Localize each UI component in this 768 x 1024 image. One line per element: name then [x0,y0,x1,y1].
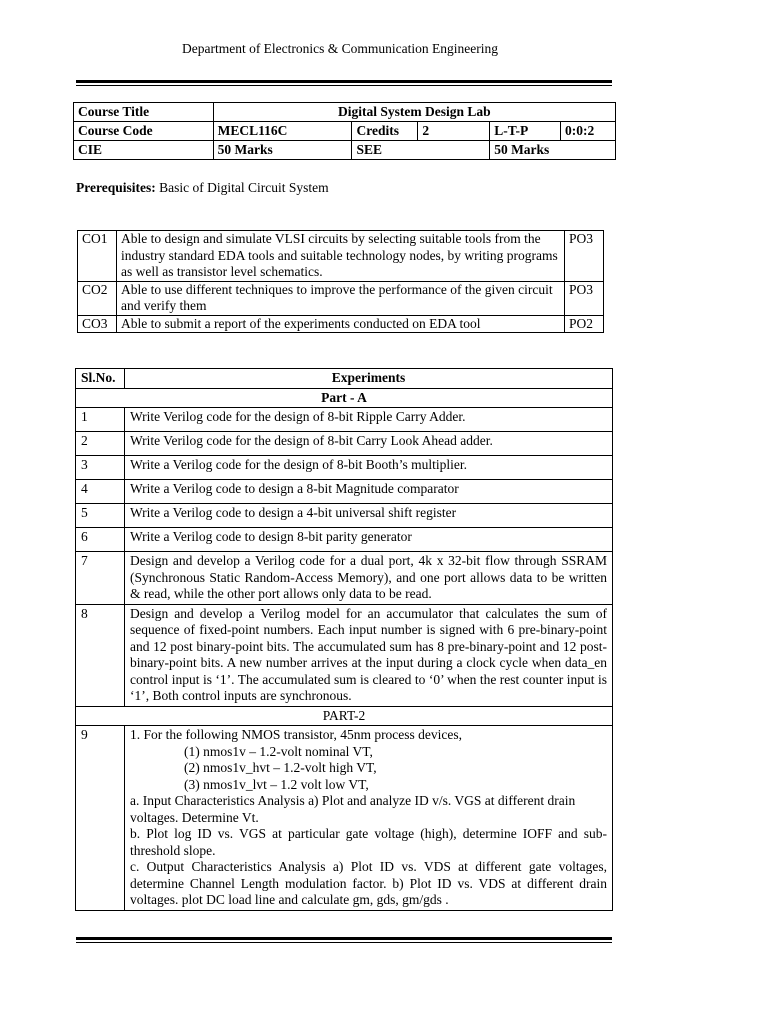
col-header-experiments: Experiments [124,369,612,389]
row-number: 4 [76,480,125,504]
row9-part-b: b. Plot log ID vs. VGS at particular gate voltage (high), determine IOFF and sub-threshold slope. [129,826,607,858]
cie-label: CIE [74,141,214,160]
department-header: Department of Electronics & Communication Engineering [181,41,499,56]
co-po: PO3 [565,231,604,282]
table-row [76,456,613,480]
row-text: Write a Verilog code to design 8-bit parity generator [124,528,612,552]
experiments-table [75,368,613,911]
ltp-label: L-T-P [490,122,561,141]
row-number: 8 [76,604,125,706]
row-number: 3 [76,456,125,480]
table-row [76,432,613,456]
credits-label: Credits [352,122,418,141]
table-row [76,408,613,432]
row-text [124,726,612,911]
table-row [76,504,613,528]
course-info-table [73,102,616,160]
row-text: Write a Verilog code to design a 4-bit universal shift register [124,504,612,528]
course-code-value: MECL116C [213,122,352,141]
co-row [78,315,604,333]
row-number: 9 [76,726,125,911]
bottom-divider [76,937,612,943]
course-outcomes-table [77,230,604,333]
co-id: CO1 [78,231,117,282]
prerequisites [76,180,329,196]
row-text: Design and develop a Verilog model for an accumulator that calculates the sum of sequence of fixed-point numbers. Each input number is signed with 6 pre-binary-point and 12 post binary-point bits. The accumulated sum has 8 pre-binary-point and 12 post-binary-point bits. A new number arrives at the input during a clock cycle when data_en control input is ‘1’. The accumulated sum is cleared to ‘0’ when the rest counter input is ‘1’, Both control inputs are synchronous. [124,604,612,706]
ltp-value: 0:0:2 [561,122,616,141]
co-text: Able to use different techniques to improve the performance of the given circuit and verify them [116,281,564,315]
course-title-value: Digital System Design Lab [213,103,615,122]
device-item: (3) nmos1v_lvt – 1.2 volt low VT, [183,776,369,792]
cie-value: 50 Marks [213,141,352,160]
credits-value: 2 [418,122,490,141]
co-po: PO3 [565,281,604,315]
row-number: 1 [76,408,125,432]
prerequisites-text: Basic of Digital Circuit System [159,180,329,195]
co-text: Able to design and simulate VLSI circuits by selecting suitable tools from the industry standard EDA tools and suitable technology nodes, by writing programs as well as transistor level schematics. [116,231,564,282]
col-header-slno: Sl.No. [76,369,125,389]
see-label: SEE [352,141,490,160]
course-code-label: Course Code [74,122,214,141]
co-text: Able to submit a report of the experiments conducted on EDA tool [116,315,564,333]
table-row [76,726,613,911]
row-text: Write Verilog code for the design of 8-bit Carry Look Ahead adder. [124,432,612,456]
row-number: 7 [76,552,125,605]
row9-part-c: c. Output Characteristics Analysis a) Plot ID vs. VDS at different gate voltages, determine Channel Length modulation factor. b) Plot ID vs. VDS at different drain voltages. plot DC load line and calculate gm, gds, gm/gds . [129,859,607,907]
top-divider [76,80,612,86]
prerequisites-label: Prerequisites: [76,180,156,195]
part-a-heading: Part - A [76,388,613,408]
part-2-heading: PART-2 [76,706,613,726]
row-number: 5 [76,504,125,528]
row9-intro: 1. For the following NMOS transistor, 45nm process devices, [129,727,463,742]
row-text: Write a Verilog code for the design of 8-bit Booth’s multiplier. [124,456,612,480]
co-id: CO3 [78,315,117,333]
device-item: (2) nmos1v_hvt – 1.2-volt high VT, [183,760,377,775]
co-po: PO2 [565,315,604,333]
co-row [78,281,604,315]
row-text: Write Verilog code for the design of 8-bit Ripple Carry Adder. [124,408,612,432]
co-row [78,231,604,282]
table-row [76,552,613,605]
course-title-label: Course Title [74,103,214,122]
table-row [76,528,613,552]
row-text: Write a Verilog code to design a 8-bit Magnitude comparator [124,480,612,504]
row9-part-a: a. Input Characteristics Analysis a) Plot and analyze ID v/s. VGS at different drain voltages. Determine Vt. [129,793,576,825]
row-text: Design and develop a Verilog code for a dual port, 4k x 32-bit flow through SSRAM (Synchronous Static Random-Access Memory), and one port allows data to be written & read, while the other port allows only data to be read. [124,552,612,605]
table-row [76,480,613,504]
row-number: 6 [76,528,125,552]
table-row [76,604,613,706]
see-value: 50 Marks [490,141,616,160]
device-item: (1) nmos1v – 1.2-volt nominal VT, [183,743,373,759]
co-id: CO2 [78,281,117,315]
row-number: 2 [76,432,125,456]
